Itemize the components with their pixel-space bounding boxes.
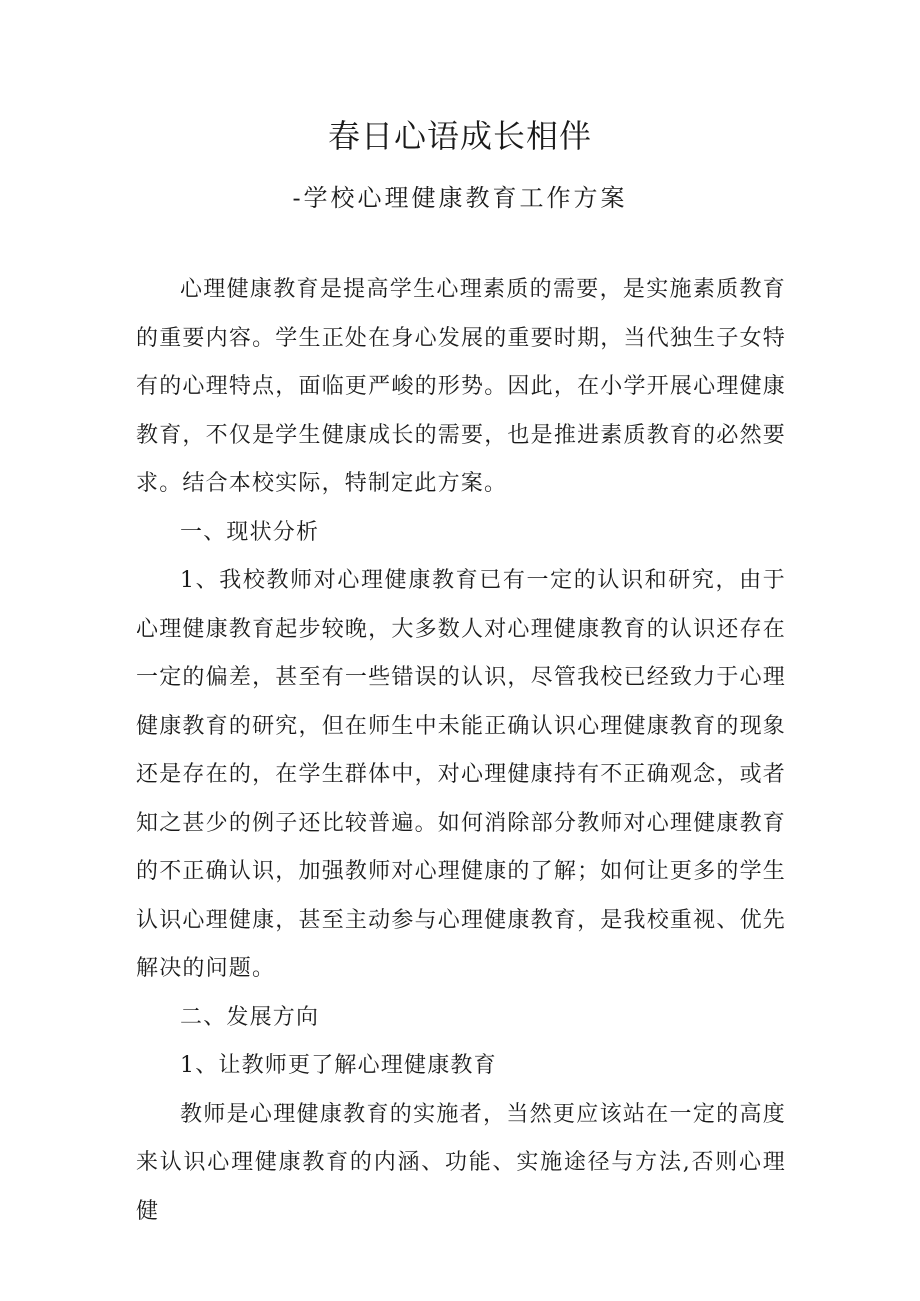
subheading-teacher-understanding: 1、让教师更了解心理健康教育 [180,1053,497,1078]
paragraph-intro: 心理健康教育是提高学生心理素质的需要，是实施素质教育的重要内容。学生正处在身心发展的重要时期，当代独生子女特有的心理特点，面临更严峻的形势。因此，在小学开展心理健康教育，不仅是学生健康成长的需要，也是推进素质教育的必然要求。结合本校实际，特制定此方案。 [136,277,786,496]
section-heading-development-direction: 二、发展方向 [180,1004,320,1030]
document-subtitle: -学校心理健康教育工作方案 [292,184,628,212]
paragraph-teacher-role: 教师是心理健康教育的实施者，当然更应该站在一定的高度来认识心理健康教育的内涵、功能、实施途径与方法,否则心理健 [136,1101,786,1224]
section-heading-status-analysis: 一、现状分析 [180,519,320,545]
document-body [136,266,786,1236]
document-title: 春日心语成长相伴 [327,117,592,155]
paragraph-status-analysis: 1、我校教师对心理健康教育已有一定的认识和研究，由于心理健康教育起步较晚，大多数人对心理健康教育的认识还存在一定的偏差，甚至有一些错误的认识，尽管我校已经致力于心理健康教育的研究，但在师生中未能正确认识心理健康教育的现象还是存在的，在学生群体中，对心理健康持有不正确观念，或者知之甚少的例子还比较普遍。如何消除部分教师对心理健康教育的不正确认识，加强教师对心理健康的了解；如何让更多的学生认识心理健康，甚至主动参与心理健康教育，是我校重视、优先解决的问题。 [136,568,786,981]
